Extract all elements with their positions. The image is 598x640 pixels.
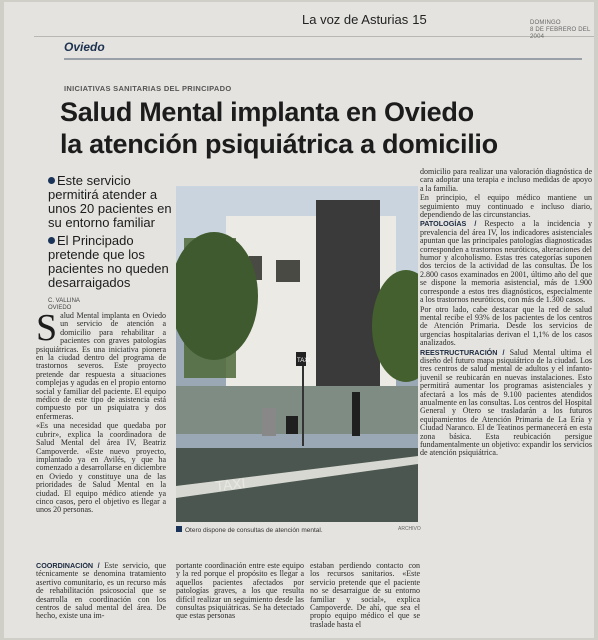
road-taxi-text: TAXI — [214, 474, 247, 494]
quote-paragraph: «Es una necesidad que quedaba por cubrir», explica la coordinadora de Salud Mental del área IV, Beatriz Campoverde. «Este nuevo proyecto, implantado ya en Avilés, y que ha comenzado a desarrollarse en diciembre en Oviedo y constituye una de las prioridades de Salud Mental en la ciudad. El equipo médico atiende ya cinco casos, pero el objetivo es llegar a unos 20 personas. — [36, 421, 166, 515]
coordinacion-text: Este servicio, que técnicamente se denomina tratamiento asertivo comunitario, es un recurso más de rehabilitación psicosocial que se desarrolla en coordinación con los centros de salud mental del área. De hecho, existe una im- — [36, 562, 166, 621]
headline-line-2: la atención psiquiátrica a domicilio — [60, 129, 498, 159]
section-rule — [64, 58, 582, 60]
weekday: DOMINGO — [530, 20, 561, 26]
intro-paragraph: alud Mental implanta en Oviedo un servicio de atención a domicilio para rehabilitar a pacientes con graves patologías psiquiátricas. Es una iniciativa pionera en la ciudad dentro del programa de trastornos severos. Este proyecto pretende dar respuesta a situaciones complejas y agudas en el propio entorno social y familiar del paciente. El equipo médico de este tipo de asistencia está compuesto por un psiquiatra y dos enfermeras. — [36, 312, 166, 421]
byline — [48, 298, 80, 312]
subhead-2-text: El Principado pretende que los pacientes no queden desarraigados — [48, 233, 169, 290]
caption-bullet-icon — [176, 526, 182, 532]
article-photo — [176, 186, 418, 522]
subhead-1-text: Este servicio permitirá atender a unos 20 pacientes en su entorno familiar — [48, 173, 172, 230]
col3-paragraph-1: En principio, el equipo médico mantiene un seguimiento muy continuado e incluso diario, dependiendo de las circunstancias. — [420, 193, 592, 220]
date: 8 DE FEBRERO DEL 2004 — [530, 27, 591, 40]
bottom-column-2 — [176, 562, 304, 640]
byline-city: OVIEDO — [48, 305, 72, 311]
bottom-column-1 — [36, 562, 166, 640]
page-number: 15 — [412, 12, 427, 27]
reestructuracion-text: Salud Mental ultima el diseño del futuro mapa psiquiátrico de la ciudad. Los tres centros de salud mental de adultos y el infanto-juvenil se reubicarán en nuevas instalaciones. Esto permitirá aumentar los programas asistenciales y afectará a los más de 9.100 pacientes atendidos anualmente en las consultas. Los centros del Hospital General y Otero se trasladarán a los futuros equipamientos de Atención Primaria de La Ería y Ciudad Naranco. El de Teatinos permanecerá en esta zona básica. Esta reubicación persigue fundamentalmente un objetivo: expandir los servicios de atención psiquiátrica. — [420, 347, 592, 458]
page-header — [34, 2, 594, 40]
publication-name — [302, 12, 427, 27]
headline — [60, 96, 580, 160]
section-label: Oviedo — [64, 40, 105, 54]
drop-cap: S — [36, 312, 58, 349]
dateline — [530, 20, 594, 41]
article-column-3 — [420, 168, 592, 638]
photo-credit: ARCHIVO — [398, 526, 421, 532]
taxi-sign-text: TAXI — [297, 358, 310, 364]
patologias-text: Respecto a la incidencia y prevalencia del área IV, los indicadores asistenciales apuntan que las principales patologías diagnosticadas corresponden a trastornos neuróticos, alteraciones del humor y alcoholismo. Estas tres categorías suponen dos tercios de la actividad de las consultas. De los 2.800 casos examinados en 2001, último año del que se dispone la memoria asistencial, más de 1.900 corresponde a estos tres diagnósticos, especialmente a los trastornos neuróticos, con más de 1.300 casos. — [420, 219, 592, 305]
subhead-2 — [48, 234, 180, 290]
bullet-icon — [48, 177, 55, 184]
subhead-1 — [48, 174, 180, 230]
headline-line-1: Salud Mental implanta en Oviedo — [60, 97, 474, 127]
reestructuracion-label: REESTRUCTURACIÓN / — [420, 347, 505, 357]
kicker: INICIATIVAS SANITARIAS DEL PRINCIPADO — [64, 84, 232, 93]
bottom-col3-text: estaban perdiendo contacto con los recursos sanitarios. «Este servicio pretende que el paciente no se desarraigue de su entorno familiar y social», explica Campoverde. De ahí, que sea el propio equipo médico el que se traslade hasta el — [310, 562, 420, 629]
publication-title: La voz de Asturias — [302, 12, 409, 27]
newspaper-page — [4, 2, 594, 638]
col3-paragraph-2: Por otro lado, cabe destacar que la red de salud mental recibe el 93% de los pacientes de los centros de Atención Primaria. Desde los servicios de urgencias hospitalarias derivan el 1,1% de los casos analizados. — [420, 304, 592, 348]
article-column-1 — [36, 312, 166, 560]
building-illustration — [176, 186, 418, 522]
bullet-icon — [48, 237, 55, 244]
patologias-label: PATOLOGÍAS / — [420, 219, 477, 229]
photo-caption — [176, 526, 420, 534]
coordinacion-label: COORDINACIÓN / — [36, 562, 100, 570]
caption-text: Otero dispone de consultas de atención mental. — [185, 527, 323, 534]
byline-name: C. VALLINA — [48, 298, 80, 304]
col3-top-paragraph: domicilio para realizar una valoración diagnóstica de cara adoptar una terapia e incluso medidas de apoyo a la familia. — [420, 168, 592, 193]
bottom-col2-text: portante coordinación entre este equipo y la red porque el propósito es llegar a aquellos pacientes afectados por patologías graves, a los que resulta difícil realizar un seguimiento desde las consultas psiquiátricas. Se ha detectado que estas personas — [176, 562, 304, 621]
bottom-column-3 — [310, 562, 420, 640]
column-2-top — [190, 168, 420, 184]
